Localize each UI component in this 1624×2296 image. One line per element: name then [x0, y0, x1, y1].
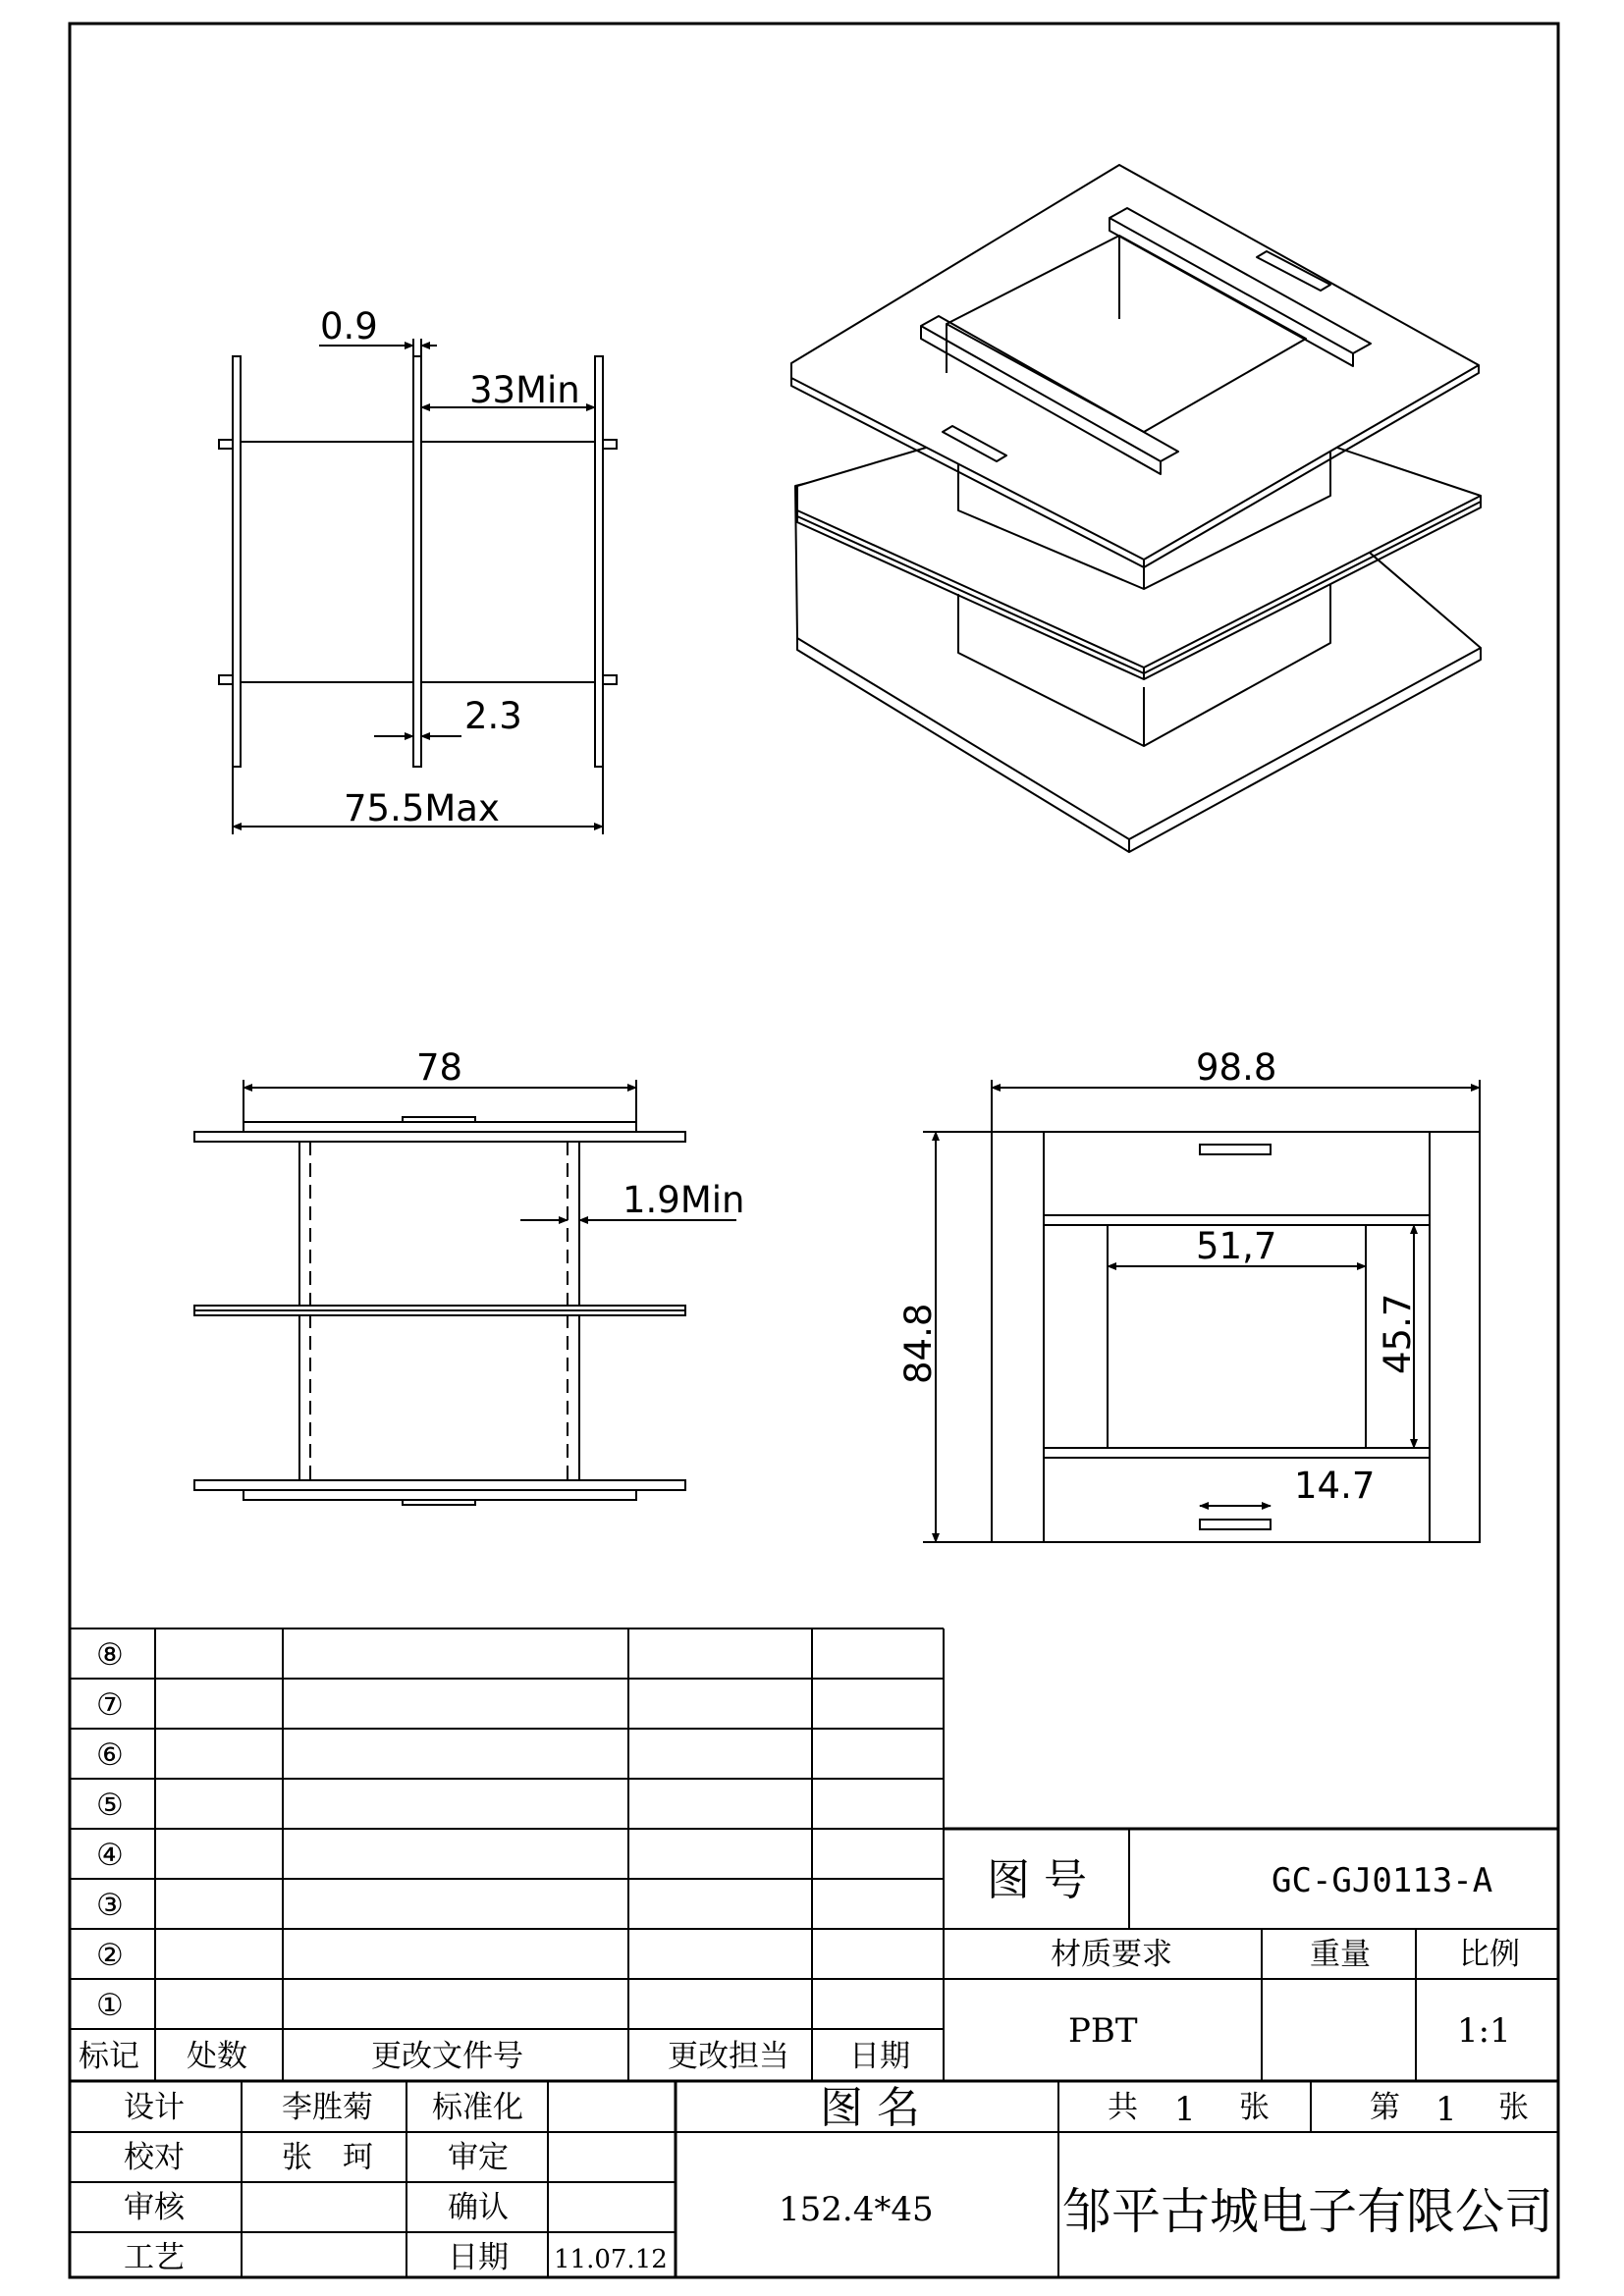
revision-row-mark: ④	[96, 1838, 124, 1873]
sheet-no-label: 第	[1370, 2090, 1400, 2125]
revision-header-mark: 标记	[79, 2039, 139, 2074]
revision-header-person: 更改担当	[668, 2039, 789, 2074]
review-label: 审核	[124, 2190, 185, 2225]
revision-row-mark: ③	[96, 1888, 124, 1923]
revision-row-mark: ⑧	[96, 1637, 124, 1673]
scale-value: 1:1	[1457, 2011, 1511, 2051]
standardize-label: 标准化	[432, 2090, 523, 2125]
scale-label: 比例	[1459, 1937, 1520, 1972]
sheet-no: 1	[1435, 2090, 1457, 2129]
sheet-no-unit: 张	[1498, 2090, 1529, 2125]
front-view	[194, 1080, 736, 1505]
dim-label-0.9: 0.9	[320, 305, 378, 347]
revision-row-mark: ⑦	[96, 1687, 124, 1723]
design-label: 设计	[124, 2090, 185, 2125]
designer-name: 李胜菊	[282, 2090, 373, 2125]
sheets-total: 1	[1174, 2090, 1196, 2129]
revision-row-mark: ⑥	[96, 1737, 124, 1773]
dim-label-75.5max: 75.5Max	[344, 787, 500, 829]
sheets-total-label: 共	[1108, 2090, 1138, 2125]
revision-header-doc-no: 更改文件号	[371, 2039, 523, 2074]
process-label: 工艺	[124, 2240, 185, 2275]
material-label: 材质要求	[1051, 1937, 1172, 1972]
side-view	[219, 339, 617, 834]
revision-row-mark: ②	[96, 1938, 124, 1973]
date-value: 11.07.12	[554, 2245, 668, 2274]
revision-table-grid	[70, 1629, 1558, 2081]
dim-label-98.8: 98.8	[1196, 1046, 1277, 1089]
revision-row-mark: ①	[96, 1988, 124, 2023]
checker-name: 张 珂	[282, 2140, 373, 2175]
dim-label-84.8: 84.8	[897, 1303, 940, 1384]
weight-label: 重量	[1310, 1937, 1371, 1972]
dim-label-33min: 33Min	[469, 369, 580, 411]
dim-label-2.3: 2.3	[464, 695, 522, 737]
drawing-name: 152.4*45	[779, 2190, 934, 2229]
confirm-label: 确认	[448, 2190, 509, 2225]
revision-header-count: 处数	[187, 2039, 247, 2074]
drawing-number-label: 图 号	[987, 1855, 1087, 1905]
isometric-view	[791, 165, 1481, 852]
dim-label-14.7: 14.7	[1294, 1465, 1376, 1507]
dim-label-1.9min: 1.9Min	[623, 1179, 745, 1221]
material-value: PBT	[1068, 2011, 1138, 2051]
dim-label-51-7: 51,7	[1196, 1225, 1277, 1267]
check-label: 校对	[124, 2140, 185, 2175]
revision-row-mark: ⑤	[96, 1788, 124, 1823]
drawing-number: GC-GJ0113-A	[1272, 1861, 1493, 1900]
dim-label-78: 78	[416, 1046, 463, 1089]
revision-header-date: 日期	[849, 2039, 910, 2074]
date-label: 日期	[448, 2240, 509, 2275]
company-name: 邹平古城电子有限公司	[1062, 2183, 1553, 2240]
sheets-total-unit: 张	[1239, 2090, 1270, 2125]
drawing-name-label: 图 名	[820, 2083, 920, 2133]
dim-label-45.7: 45.7	[1377, 1293, 1419, 1374]
approve-label: 审定	[448, 2140, 509, 2175]
